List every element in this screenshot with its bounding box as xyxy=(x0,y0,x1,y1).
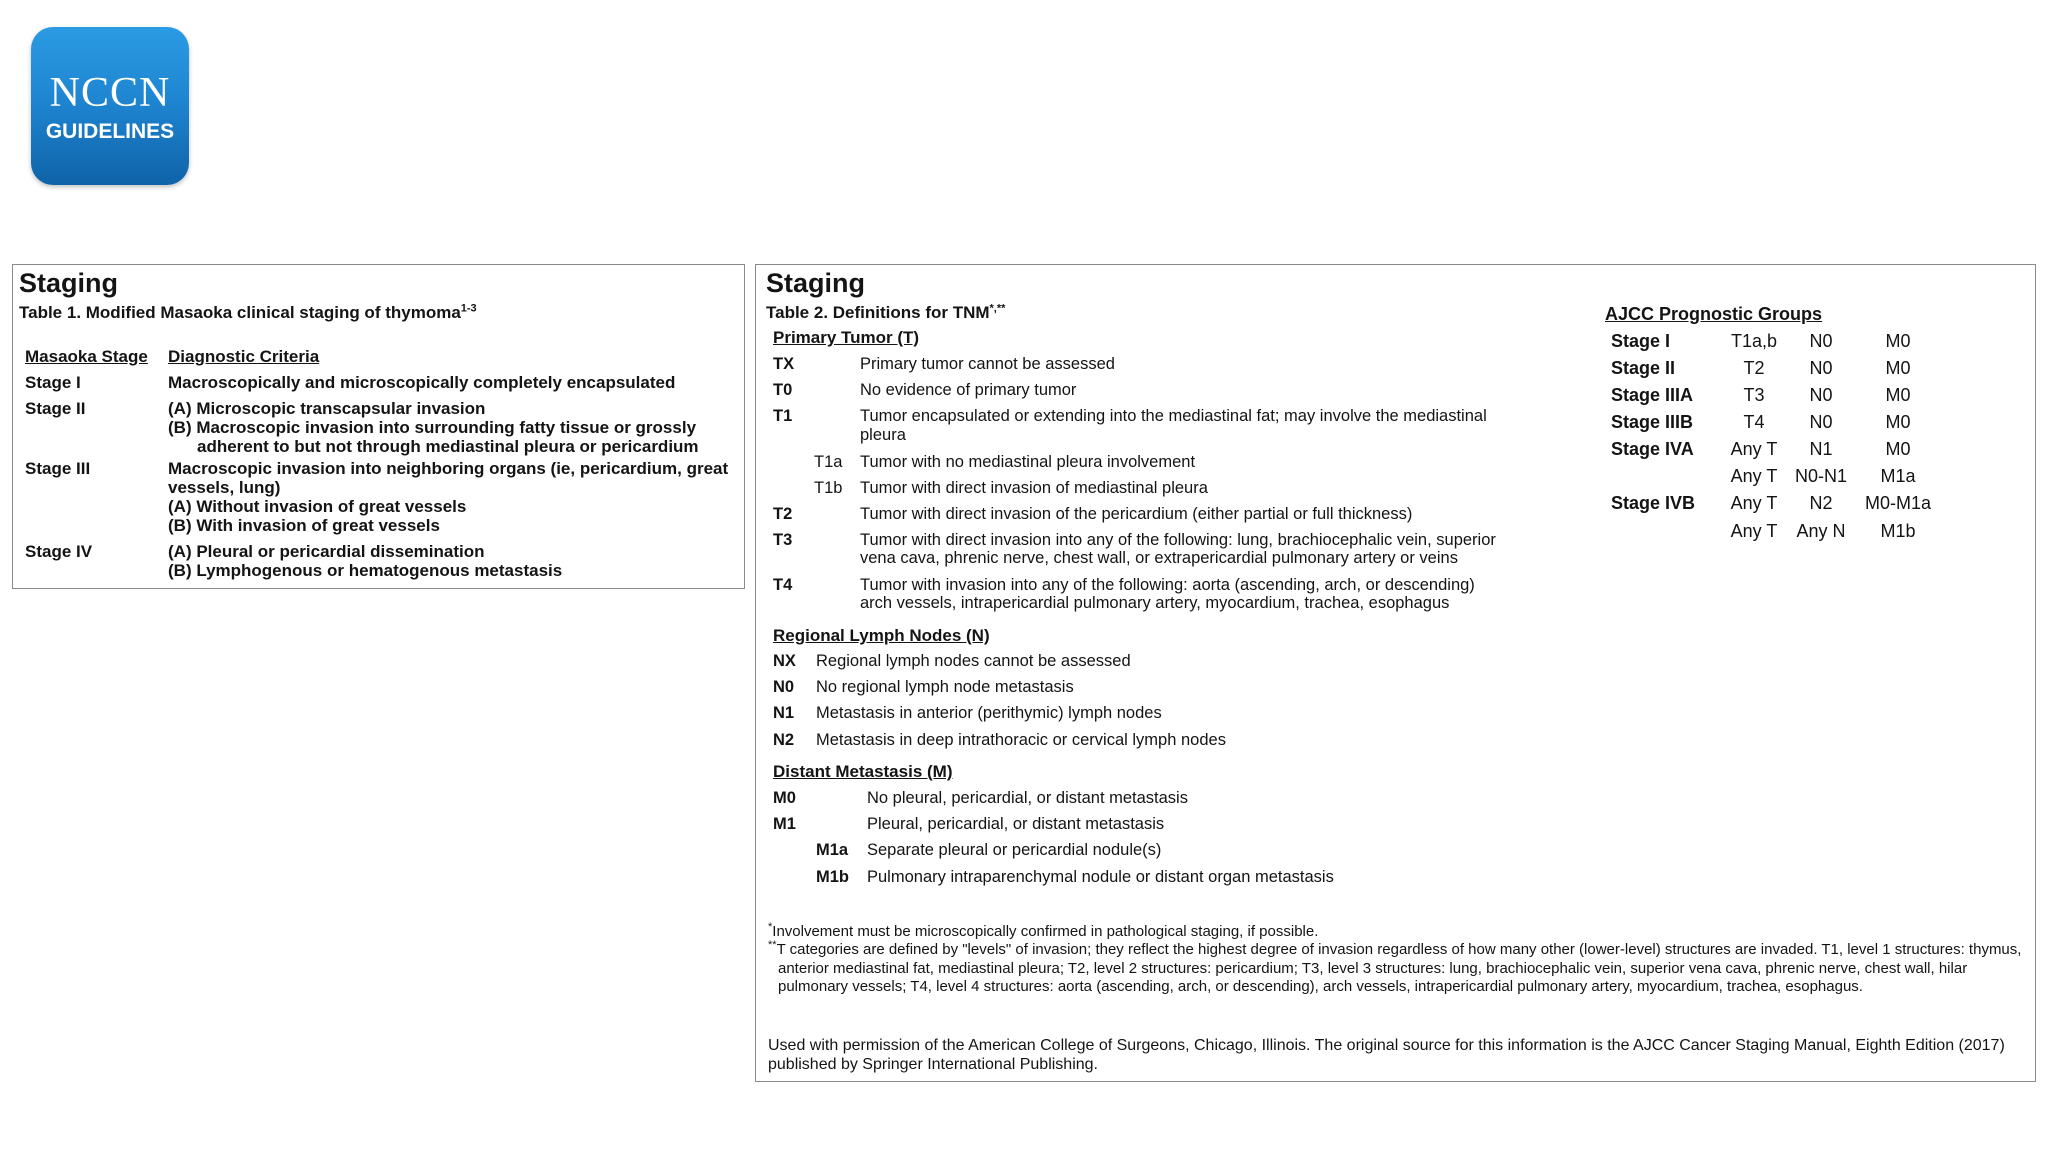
footnote-1: *Involvement must be microscopically confirmed in pathological staging, if possible. xyxy=(768,921,1319,940)
group-m: M0 xyxy=(1885,331,1911,351)
group-m: M0 xyxy=(1885,358,1911,378)
t-code: T3 xyxy=(773,531,793,549)
section-heading-primary-tumor: Primary Tumor (T) xyxy=(773,328,920,347)
m-subcode: M1b xyxy=(816,868,849,886)
criteria-line: (B) With invasion of great vessels xyxy=(168,516,440,535)
group-n: N0 xyxy=(1809,358,1833,378)
t-code: T0 xyxy=(773,381,793,399)
criteria-line: (A) Microscopic transcapsular invasion xyxy=(168,399,486,418)
permission-note: Used with permission of the American College of Surgeons, Chicago, Illinois. The original source for this information is the AJCC Cancer Staging Manual, Eighth Edition (2017) published by Springer International Publishing. xyxy=(768,1037,2005,1073)
group-t: T4 xyxy=(1743,412,1765,432)
criteria-line: (B) Lymphogenous or hematogenous metastasis xyxy=(168,561,563,580)
group-stage: Stage II xyxy=(1611,358,1676,378)
column-header-criteria: Diagnostic Criteria xyxy=(168,347,320,366)
section-heading-distant-metastasis: Distant Metastasis (M) xyxy=(773,762,953,781)
group-n: Any N xyxy=(1796,521,1846,541)
m-definition: Pulmonary intraparenchymal nodule or distant organ metastasis xyxy=(867,868,1334,886)
t-definition: Tumor with no mediastinal pleura involvement xyxy=(860,453,1196,471)
m-definition: No pleural, pericardial, or distant metastasis xyxy=(867,789,1188,807)
criteria-line: (A) Without invasion of great vessels xyxy=(168,497,467,516)
group-stage: Stage I xyxy=(1611,331,1671,351)
t-subcode: T1b xyxy=(814,479,843,497)
n-code: N2 xyxy=(773,731,795,749)
n-code: N1 xyxy=(773,704,795,722)
m-definition: Pleural, pericardial, or distant metastasis xyxy=(867,815,1165,833)
t-definition: Tumor with invasion into any of the following: aorta (ascending, arch, or descending) xyxy=(860,576,1475,594)
criteria-line: vessels, lung) xyxy=(168,478,281,497)
masaoka-staging-panel xyxy=(12,264,745,589)
group-t: T1a,b xyxy=(1730,331,1778,351)
m-definition: Separate pleural or pericardial nodule(s) xyxy=(867,841,1162,859)
group-t: Any T xyxy=(1730,493,1778,513)
t-code: TX xyxy=(773,355,795,373)
n-definition: No regional lymph node metastasis xyxy=(816,678,1074,696)
criteria-line: (A) Pleural or pericardial dissemination xyxy=(168,542,485,561)
criteria-line: adherent to but not through mediastinal pleura or pericardium xyxy=(197,437,699,456)
group-m: M0 xyxy=(1885,439,1911,459)
group-m: M0 xyxy=(1885,385,1911,405)
group-t: Any T xyxy=(1730,439,1778,459)
group-m: M0 xyxy=(1885,412,1911,432)
m-subcode: M1a xyxy=(816,841,849,859)
group-n: N0 xyxy=(1809,385,1833,405)
logo-line-2: GUIDELINES xyxy=(45,120,175,143)
t-definition: vena cava, phrenic nerve, chest wall, or extrapericardial pulmonary artery or veins xyxy=(860,549,1458,567)
group-n: N0 xyxy=(1809,412,1833,432)
n-definition: Metastasis in anterior (perithymic) lymph nodes xyxy=(816,704,1162,722)
t-definition: arch vessels, intrapericardial pulmonary artery, myocardium, trachea, esophagus xyxy=(860,594,1450,612)
section-heading-prognostic-groups: AJCC Prognostic Groups xyxy=(1605,304,1823,324)
stage-label: Stage I xyxy=(25,373,81,392)
group-n: N2 xyxy=(1809,493,1833,513)
group-stage: Stage IIIB xyxy=(1611,412,1694,432)
t-definition: pleura xyxy=(860,426,906,444)
group-t: Any T xyxy=(1730,521,1778,541)
group-t: Any T xyxy=(1730,466,1778,486)
criteria-line: (B) Macroscopic invasion into surrounding fatty tissue or grossly xyxy=(168,418,697,437)
group-n: N0-N1 xyxy=(1794,466,1847,486)
criteria-line: Macroscopically and microscopically completely encapsulated xyxy=(168,373,676,392)
t-definition: Tumor with direct invasion of the pericardium (either partial or full thickness) xyxy=(860,505,1413,523)
group-m: M1a xyxy=(1880,466,1916,486)
t-definition: No evidence of primary tumor xyxy=(860,381,1077,399)
group-m: M0-M1a xyxy=(1864,493,1931,513)
n-definition: Regional lymph nodes cannot be assessed xyxy=(816,652,1131,670)
table-caption: Table 2. Definitions for TNM*,** xyxy=(766,302,1006,322)
tnm-staging-panel xyxy=(755,264,2036,1082)
footnote-2: **T categories are defined by "levels" of invasion; they reflect the highest degree of invasion regardless of how many other (lower-level) structures are invaded. T1, level 1 structures: thymus, anterior mediastinal fat, mediastinal pleura; T2, level 2 structures: pericardium; T3, level 3 structures: lung, brachiocephalic vein, superior vena cava, phrenic nerve, chest wall, hilar pulmonary vessels; T4, level 4 structures: aorta (ascending, arch, or descending), arch vessels, intrapericardial pulmonary artery, myocardium, trachea, esophagus. xyxy=(768,939,2022,995)
stage-label: Stage III xyxy=(25,459,91,478)
column-header-stage: Masaoka Stage xyxy=(25,347,148,366)
logo-line-1: NCCN xyxy=(49,70,171,116)
group-m: M1b xyxy=(1880,521,1916,541)
group-stage: Stage IVB xyxy=(1611,493,1696,513)
group-n: N1 xyxy=(1809,439,1833,459)
t-definition: Tumor encapsulated or extending into the mediastinal fat; may involve the mediastinal xyxy=(860,407,1487,425)
t-code: T4 xyxy=(773,576,793,594)
t-code: T1 xyxy=(773,407,793,425)
n-code: N0 xyxy=(773,678,795,696)
t-subcode: T1a xyxy=(814,453,843,471)
group-stage: Stage IVA xyxy=(1611,439,1694,459)
section-heading-regional-lymph-nodes: Regional Lymph Nodes (N) xyxy=(773,626,990,645)
group-t: T3 xyxy=(1743,385,1765,405)
t-code: T2 xyxy=(773,505,793,523)
n-code: NX xyxy=(773,652,796,670)
t-definition: Primary tumor cannot be assessed xyxy=(860,355,1115,373)
stage-label: Stage IV xyxy=(25,542,93,561)
group-n: N0 xyxy=(1809,331,1833,351)
n-definition: Metastasis in deep intrathoracic or cervical lymph nodes xyxy=(816,731,1226,749)
nccn-guidelines-logo xyxy=(31,27,189,185)
table-caption: Table 1. Modified Masaoka clinical staging of thymoma$^{1-3}$ xyxy=(19,302,477,322)
t-definition: Tumor with direct invasion of mediastinal pleura xyxy=(860,479,1208,497)
group-t: T2 xyxy=(1743,358,1765,378)
panel-title: Staging xyxy=(19,268,118,298)
criteria-line: Macroscopic invasion into neighboring organs (ie, pericardium, great xyxy=(168,459,729,478)
m-code: M1 xyxy=(773,815,796,833)
group-stage: Stage IIIA xyxy=(1611,385,1694,405)
t-definition: Tumor with direct invasion into any of the following: lung, brachiocephalic vein, superior xyxy=(860,531,1496,549)
panel-title: Staging xyxy=(766,268,865,298)
m-code: M0 xyxy=(773,789,796,807)
stage-label: Stage II xyxy=(25,399,86,418)
